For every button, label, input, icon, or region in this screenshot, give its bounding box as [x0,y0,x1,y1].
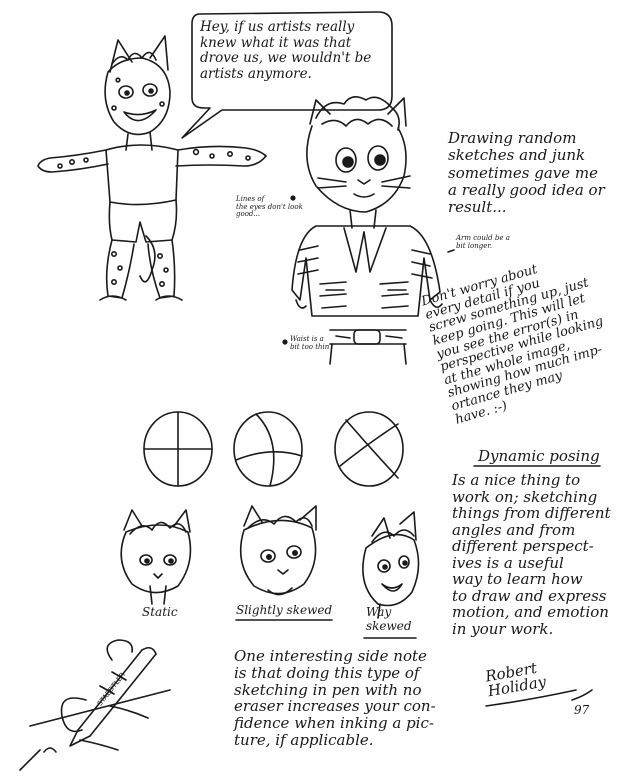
note-arm: Arm could be a bit longer. [456,234,510,250]
head-label-slightly-skewed: Slightly skewed [236,603,333,617]
note-random-sketches: Drawing random sketches and junk sometimes gave me a really good idea or result... [448,129,605,216]
head-way-skewed [363,512,419,618]
speech-bubble-text: Hey, if us artists really knew what it was that drove us, we wouldn't be artists anymore. [200,19,372,82]
note-dont-worry: Don't worry about every detail if you screw something up, just keep going. This will let you see the error(s) in perspective while looking at the whole image, showing how much imp- ortance they may have. :-) [419,261,606,428]
head-static [121,510,190,604]
construction-circles [144,412,403,486]
cat-in-jacket-figure [292,97,442,364]
note-eyes: Lines of the eyes don't look good... [236,195,303,219]
signature-name: Robert Holiday [483,658,548,701]
hand-with-pen [20,640,170,770]
head-label-way-skewed: Way skewed [366,605,412,633]
head-label-static: Static [142,605,178,619]
note-side-note: One interesting side note is that doing this type of sketching in pen with no eraser increases your con- fidence when inking a pic- ture, if applicable. [234,647,436,749]
note-dynamic-posing: Is a nice thing to work on; sketching things from different angles and from different perspect- ives is a useful way to learn how to draw and express motion, and emotion in your work. [452,471,611,638]
pen-brand-label: STAEDTLER [95,671,128,708]
note-waist: Waist is a bit too thin [290,335,330,351]
signature-year: 97 [574,703,590,717]
dynamic-posing-title: Dynamic posing [478,447,600,465]
head-slightly-skewed [241,506,316,595]
